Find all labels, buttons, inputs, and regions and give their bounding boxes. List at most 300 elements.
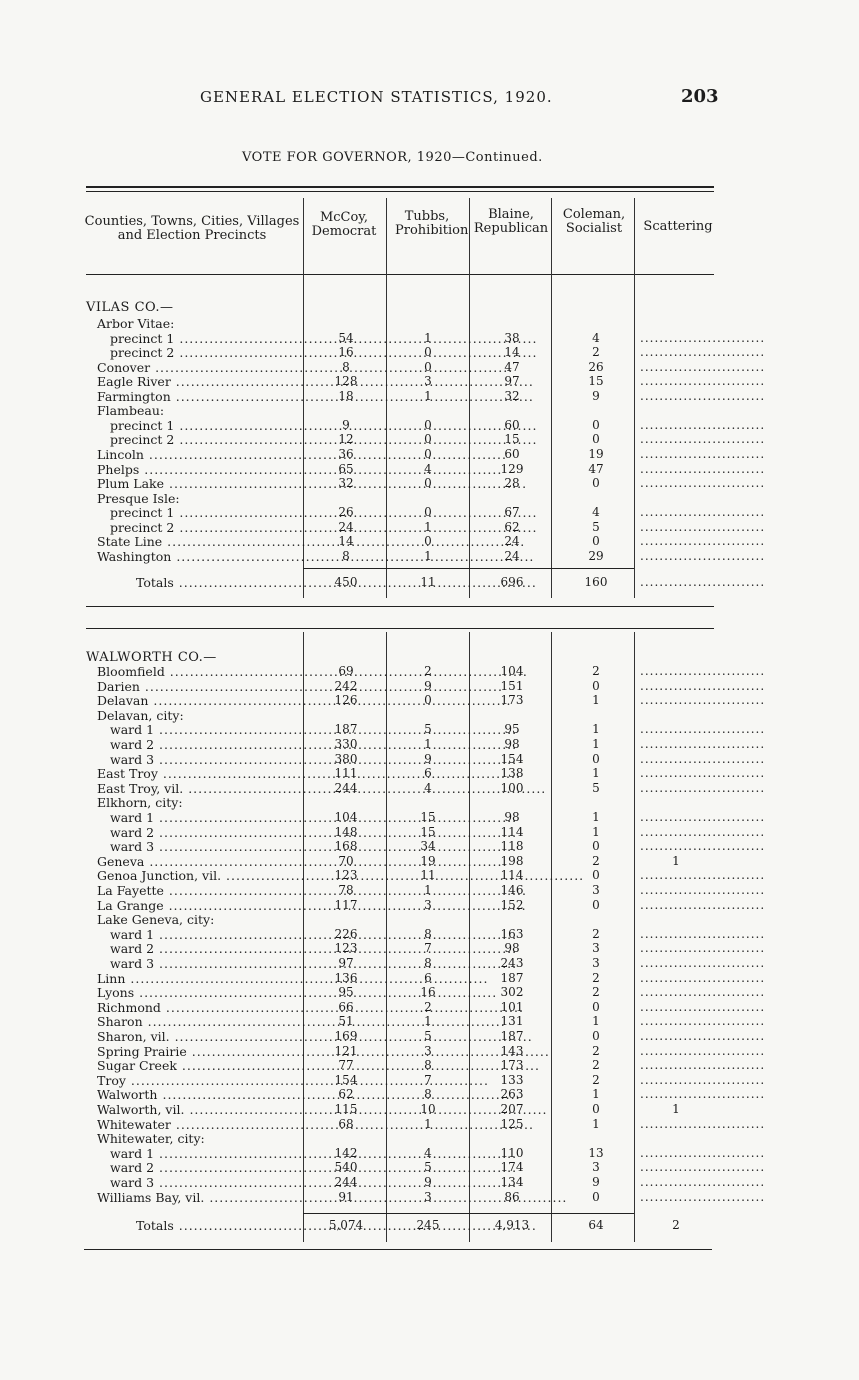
blaine-vote: 152 [500, 897, 524, 912]
precinct-name: ward 3 ..... [110, 839, 302, 854]
coleman-vote: 0 [592, 999, 600, 1014]
tubbs-vote: 15 [420, 824, 436, 839]
precinct-name: Bloomfield ..... [97, 664, 302, 679]
table-row [86, 403, 726, 418]
precinct-name: precinct 2 ..... [110, 345, 302, 360]
table-row [86, 1058, 766, 1074]
coleman-vote: 9 [592, 1175, 600, 1189]
table-row [86, 534, 766, 550]
scattering-leader: .......................... [640, 476, 766, 491]
tubbs-total: 245 [416, 1218, 440, 1232]
tubbs-vote: 16 [420, 985, 436, 1000]
tubbs-vote: 8 [424, 926, 432, 941]
column-header-scattering: Scattering [643, 219, 713, 234]
table-row [86, 854, 726, 869]
coleman-vote: 0 [592, 897, 600, 912]
blaine-total: 4,913 [494, 1218, 530, 1232]
mccoy-vote: 123 [334, 941, 358, 956]
coleman-vote: 1 [592, 1014, 600, 1029]
mccoy-vote: 95 [338, 985, 354, 1000]
scattering-leader: .......................... [640, 359, 766, 374]
blaine-vote: 67 [504, 505, 520, 520]
mccoy-vote: 32 [338, 476, 354, 491]
precinct-name: precinct 2 ..... [110, 432, 302, 447]
coleman-vote: 1 [592, 1116, 600, 1131]
mccoy-vote: 380 [334, 751, 358, 766]
coleman-vote: 9 [592, 388, 600, 403]
coleman-vote: 0 [592, 1029, 600, 1043]
tubbs-vote: 4 [424, 1145, 432, 1160]
table-row [86, 491, 726, 506]
blaine-vote: 98 [504, 941, 520, 956]
table-row [86, 883, 766, 898]
coleman-vote: 0 [592, 751, 600, 766]
blaine-vote: 131 [500, 1014, 524, 1029]
mccoy-vote: 9 [342, 417, 350, 432]
blaine-vote: 133 [500, 1072, 524, 1087]
tubbs-vote: 9 [424, 1175, 432, 1189]
column-header-coleman: Coleman, Socialist [562, 207, 626, 236]
scattering-leader: .......................... [640, 1029, 766, 1043]
mccoy-vote: 244 [334, 1175, 358, 1189]
precinct-name: precinct 1 ..... [110, 505, 302, 520]
table-row [86, 737, 766, 752]
table-row [86, 985, 766, 1001]
blaine-vote: 243 [500, 956, 524, 970]
subgroup-label: Arbor Vitae: [97, 316, 175, 331]
walworth-totals-rule [303, 1213, 634, 1214]
precinct-name: ward 2 ..... [110, 1160, 302, 1175]
totals-label: Totals ..... [136, 1218, 302, 1233]
subgroup-label: Lake Geneva, city: [97, 912, 215, 928]
precinct-name: Spring Prairie ..... [97, 1044, 302, 1059]
tubbs-vote: 1 [424, 519, 432, 534]
coleman-vote: 4 [592, 330, 600, 345]
precinct-name: East Troy, vil. ..... [97, 781, 302, 796]
mccoy-vote: 78 [338, 883, 354, 897]
coleman-vote: 2 [592, 1058, 600, 1073]
table-row [86, 330, 766, 346]
coleman-vote: 2 [592, 926, 600, 941]
section-divider [86, 606, 714, 607]
column-header-blaine: Blaine, Republican [473, 207, 549, 236]
tubbs-vote: 9 [424, 751, 432, 766]
coleman-vote: 13 [588, 1145, 604, 1160]
blaine-vote: 95 [504, 722, 520, 737]
scattering-leader: .......................... [640, 926, 766, 941]
blaine-vote: 24 [504, 548, 520, 563]
precinct-name: Genoa Junction, vil. ..... [97, 868, 302, 883]
scattering-leader: .......................... [640, 1116, 766, 1131]
scattering-leader: .......................... [640, 1014, 766, 1029]
tubbs-vote: 0 [424, 476, 432, 491]
scattering-leader: .......................... [640, 751, 766, 766]
tubbs-vote: 1 [424, 1116, 432, 1131]
scattering-leader: .......................... [640, 693, 766, 708]
precinct-name: Darien ..... [97, 679, 302, 694]
tubbs-vote: 1 [424, 883, 432, 897]
scattering-leader: .......................... [640, 678, 766, 693]
scattering-vote: 1 [672, 1102, 680, 1116]
table-row [86, 1189, 766, 1205]
subgroup-label: Presque Isle: [97, 490, 180, 506]
mccoy-vote: 91 [338, 1189, 354, 1204]
blaine-vote: 134 [500, 1175, 524, 1189]
mccoy-vote: 154 [334, 1072, 358, 1087]
mccoy-vote: 242 [334, 678, 358, 693]
mccoy-vote: 18 [338, 388, 354, 403]
coleman-vote: 0 [592, 432, 600, 447]
coleman-vote: 26 [588, 359, 604, 374]
table-row [86, 1102, 726, 1117]
scattering-leader: .......................... [640, 446, 766, 461]
blaine-vote: 86 [504, 1189, 520, 1204]
table-row [86, 722, 766, 738]
blaine-vote: 97 [504, 374, 520, 389]
county-title: VILAS CO.— [86, 300, 174, 315]
coleman-vote: 1 [592, 693, 600, 708]
table-row [86, 359, 766, 375]
coleman-vote: 2 [592, 853, 600, 868]
table-row [86, 345, 766, 361]
precinct-name: La Fayette ..... [97, 883, 302, 898]
blaine-vote: 173 [500, 1058, 524, 1073]
table-row [86, 1014, 766, 1030]
table-row [86, 839, 766, 855]
tubbs-vote: 4 [424, 461, 432, 476]
scattering-leader: .......................... [640, 766, 766, 781]
tubbs-vote: 0 [424, 693, 432, 708]
mccoy-vote: 136 [334, 970, 358, 985]
blaine-vote: 62 [504, 519, 520, 534]
mccoy-vote: 540 [334, 1160, 358, 1175]
table-row [86, 388, 766, 404]
precinct-name: ward 3 ..... [110, 1175, 302, 1190]
coleman-vote: 1 [592, 766, 600, 781]
mccoy-vote: 115 [334, 1102, 358, 1116]
precinct-name: Linn ..... [97, 971, 302, 986]
tubbs-vote: 1 [424, 388, 432, 403]
coleman-vote: 2 [592, 985, 600, 1000]
coleman-vote: 3 [592, 883, 600, 897]
coleman-vote: 1 [592, 810, 600, 824]
table-row [86, 417, 766, 433]
precinct-name: Delavan ..... [97, 693, 302, 708]
totals-row [86, 1218, 726, 1233]
mccoy-vote: 16 [338, 345, 354, 360]
precinct-name: Whitewater ..... [97, 1117, 302, 1132]
scattering-leader: .......................... [640, 941, 766, 956]
subgroup-label: Flambeau: [97, 403, 165, 419]
table-row [86, 1160, 766, 1176]
tubbs-vote: 9 [424, 678, 432, 693]
blaine-vote: 302 [500, 985, 524, 1000]
scattering-leader: .......................... [640, 897, 766, 912]
mccoy-vote: 97 [338, 956, 354, 970]
coleman-vote: 3 [592, 941, 600, 956]
table-title: VOTE FOR GOVERNOR, 1920—Continued. [242, 150, 543, 165]
mccoy-vote: 12 [338, 432, 354, 447]
blaine-vote: 114 [500, 868, 524, 883]
tubbs-vote: 15 [420, 810, 436, 824]
tubbs-vote: 7 [424, 1072, 432, 1087]
scattering-leader: .......................... [640, 461, 766, 476]
coleman-vote: 15 [588, 374, 604, 389]
precinct-name: Walworth, vil. ..... [97, 1102, 302, 1117]
scattering-total: 2 [672, 1218, 680, 1232]
scattering-leader: .......................... [640, 1043, 766, 1058]
running-title: GENERAL ELECTION STATISTICS, 1920. [200, 88, 553, 106]
blaine-vote: 187 [500, 1029, 524, 1043]
scattering-vote: 1 [672, 853, 680, 868]
table-row [86, 678, 766, 694]
blaine-vote: 98 [504, 737, 520, 751]
mccoy-vote: 62 [338, 1087, 354, 1102]
coleman-vote: 0 [592, 678, 600, 693]
tubbs-vote: 0 [424, 345, 432, 360]
column-header-rule [86, 274, 714, 275]
table-row [86, 970, 766, 986]
table-row [86, 1043, 766, 1059]
table-row [86, 941, 766, 957]
tubbs-vote: 0 [424, 417, 432, 432]
mccoy-vote: 66 [338, 999, 354, 1014]
precinct-name: Conover ..... [97, 360, 302, 375]
vilas-totals-rule [303, 568, 634, 569]
table-row [86, 868, 766, 884]
table-row [86, 1116, 766, 1132]
mccoy-vote: 117 [334, 897, 358, 912]
mccoy-vote: 14 [338, 534, 354, 549]
precinct-name: Williams Bay, vil. ..... [97, 1190, 302, 1205]
coleman-vote: 2 [592, 1072, 600, 1087]
mccoy-total: 5,074 [328, 1218, 364, 1232]
coleman-vote: 29 [588, 548, 604, 563]
precinct-name: Eagle River ..... [97, 374, 302, 389]
table-row [86, 912, 726, 927]
table-row [86, 1029, 766, 1044]
table-row [86, 446, 766, 462]
coleman-vote: 1 [592, 1087, 600, 1102]
mccoy-vote: 54 [338, 330, 354, 345]
section-divider [86, 628, 714, 629]
coleman-vote: 0 [592, 1102, 600, 1116]
scattering-leader: .......................... [640, 432, 766, 447]
blaine-vote: 125 [500, 1116, 524, 1131]
blaine-vote: 38 [504, 330, 520, 345]
scattering-leader: .......................... [640, 956, 766, 970]
mccoy-vote: 8 [342, 548, 350, 563]
precinct-name: ward 1 ..... [110, 722, 302, 737]
mccoy-vote: 187 [334, 722, 358, 737]
tubbs-vote: 8 [424, 1087, 432, 1102]
scattering-leader: .......................... [640, 345, 766, 360]
mccoy-vote: 169 [334, 1029, 358, 1043]
scattering-leader: .......................... [640, 417, 766, 432]
precinct-name: precinct 1 ..... [110, 331, 302, 346]
precinct-name: ward 2 ..... [110, 825, 302, 840]
scattering-leader: .......................... [640, 1175, 766, 1189]
blaine-vote: 143 [500, 1043, 524, 1058]
scattering-leader: .......................... [640, 1058, 766, 1073]
blaine-vote: 98 [504, 810, 520, 824]
scattering-leader: .......................... [640, 824, 766, 839]
mccoy-vote: 104 [334, 810, 358, 824]
mccoy-vote: 26 [338, 505, 354, 520]
blaine-vote: 15 [504, 432, 520, 447]
tubbs-vote: 0 [424, 534, 432, 549]
tubbs-vote: 5 [424, 1029, 432, 1043]
scattering-leader: .......................... [640, 970, 766, 985]
tubbs-vote: 1 [424, 1014, 432, 1029]
tubbs-vote: 3 [424, 897, 432, 912]
scattering-leader: .......................... [640, 664, 766, 678]
scattering-leader: .......................... [640, 737, 766, 751]
blaine-vote: 24 [504, 534, 520, 549]
mccoy-vote: 36 [338, 446, 354, 461]
coleman-vote: 1 [592, 824, 600, 839]
blaine-vote: 187 [500, 970, 524, 985]
table-row [86, 548, 766, 564]
precinct-name: Geneva ..... [97, 854, 302, 869]
precinct-name: Phelps ..... [97, 462, 302, 477]
table-row [86, 795, 726, 810]
table-row [86, 432, 766, 448]
table-row [86, 1131, 726, 1146]
mccoy-vote: 226 [334, 926, 358, 941]
scattering-leader: .......................... [640, 330, 766, 345]
precinct-name: ward 2 ..... [110, 941, 302, 956]
coleman-vote: 0 [592, 868, 600, 883]
tubbs-vote: 5 [424, 1160, 432, 1175]
scattering-leader: .......................... [640, 999, 766, 1014]
blaine-total: 696 [500, 575, 524, 589]
blaine-vote: 174 [500, 1160, 524, 1175]
scattering-leader: .......................... [640, 1145, 766, 1160]
coleman-vote: 19 [588, 446, 604, 461]
blaine-vote: 47 [504, 359, 520, 374]
column-header-mccoy: McCoy, Democrat [311, 210, 377, 239]
mccoy-vote: 111 [334, 766, 358, 781]
tubbs-vote: 4 [424, 780, 432, 795]
scattering-leader: .......................... [640, 1087, 766, 1102]
coleman-vote: 0 [592, 417, 600, 432]
tubbs-vote: 8 [424, 1058, 432, 1073]
mccoy-vote: 142 [334, 1145, 358, 1160]
precinct-name: Washington ..... [97, 549, 302, 564]
blaine-vote: 163 [500, 926, 524, 941]
tubbs-vote: 10 [420, 1102, 436, 1116]
table-row [86, 1175, 766, 1190]
mccoy-vote: 77 [338, 1058, 354, 1073]
tubbs-vote: 3 [424, 1043, 432, 1058]
column-header-name: Counties, Towns, Cities, Villages and Election Precincts [84, 214, 300, 243]
tubbs-vote: 0 [424, 446, 432, 461]
coleman-vote: 3 [592, 1160, 600, 1175]
precinct-name: Walworth ..... [97, 1087, 302, 1102]
precinct-name: ward 1 ..... [110, 927, 302, 942]
blaine-vote: 110 [500, 1145, 524, 1160]
table-row [86, 999, 766, 1015]
coleman-vote: 4 [592, 505, 600, 520]
mccoy-vote: 244 [334, 780, 358, 795]
scattering-leader: .......................... [640, 722, 766, 737]
precinct-name: Sharon, vil. ..... [97, 1029, 302, 1044]
precinct-name: Plum Lake ..... [97, 476, 302, 491]
table-row [86, 461, 766, 477]
blaine-vote: 60 [504, 446, 520, 461]
table-row [86, 1072, 766, 1088]
scattering-leader: .......................... [640, 810, 766, 824]
scattering-leader: .......................... [640, 519, 766, 534]
blaine-vote: 207 [500, 1102, 524, 1116]
mccoy-vote: 168 [334, 839, 358, 854]
table-row [86, 664, 766, 679]
page-number: 203 [681, 86, 719, 107]
table-row [86, 1087, 766, 1103]
blaine-vote: 28 [504, 476, 520, 491]
precinct-name: East Troy ..... [97, 766, 302, 781]
table-row [86, 926, 766, 942]
scattering-leader: .......................... [640, 883, 766, 897]
scattering-leader: .......................... [640, 505, 766, 520]
blaine-vote: 32 [504, 388, 520, 403]
blaine-vote: 263 [500, 1087, 524, 1102]
totals-label: Totals ..... [136, 575, 302, 590]
blaine-vote: 154 [500, 751, 524, 766]
tubbs-vote: 2 [424, 664, 432, 678]
scattering-leader: .......................... [640, 534, 766, 549]
mccoy-vote: 70 [338, 853, 354, 868]
precinct-name: ward 3 ..... [110, 956, 302, 971]
table-row [86, 316, 726, 331]
table-row [86, 1145, 766, 1161]
tubbs-vote: 8 [424, 956, 432, 970]
blaine-vote: 138 [500, 766, 524, 781]
table-row [86, 374, 766, 390]
scattering-leader: .......................... [640, 388, 766, 403]
tubbs-vote: 1 [424, 548, 432, 563]
totals-row [86, 575, 766, 590]
table-row [86, 693, 766, 709]
precinct-name: Farmington ..... [97, 389, 302, 404]
tubbs-vote: 3 [424, 1189, 432, 1204]
tubbs-vote: 0 [424, 432, 432, 447]
table-row [86, 708, 726, 723]
column-header-tubbs: Tubbs, Prohibition [395, 209, 469, 238]
mccoy-vote: 65 [338, 461, 354, 476]
coleman-vote: 3 [592, 956, 600, 970]
scattering-leader: .......................... [640, 985, 766, 1000]
tubbs-vote: 11 [420, 868, 436, 883]
bottom-rule [84, 1249, 712, 1250]
mccoy-vote: 69 [338, 664, 354, 678]
table-row [86, 780, 766, 796]
scattering-leader: .......................... [640, 1072, 766, 1087]
county-title: WALWORTH CO.— [86, 650, 217, 665]
table-row [86, 751, 766, 767]
subgroup-label: Delavan, city: [97, 707, 184, 723]
table-row [86, 956, 766, 971]
precinct-name: Sugar Creek ..... [97, 1058, 302, 1073]
scattering-leader: .......................... [640, 780, 766, 795]
subgroup-label: Whitewater, city: [97, 1131, 205, 1147]
coleman-vote: 5 [592, 519, 600, 534]
tubbs-vote: 7 [424, 941, 432, 956]
mccoy-vote: 121 [334, 1043, 358, 1058]
coleman-vote: 1 [592, 737, 600, 751]
mccoy-vote: 68 [338, 1116, 354, 1131]
